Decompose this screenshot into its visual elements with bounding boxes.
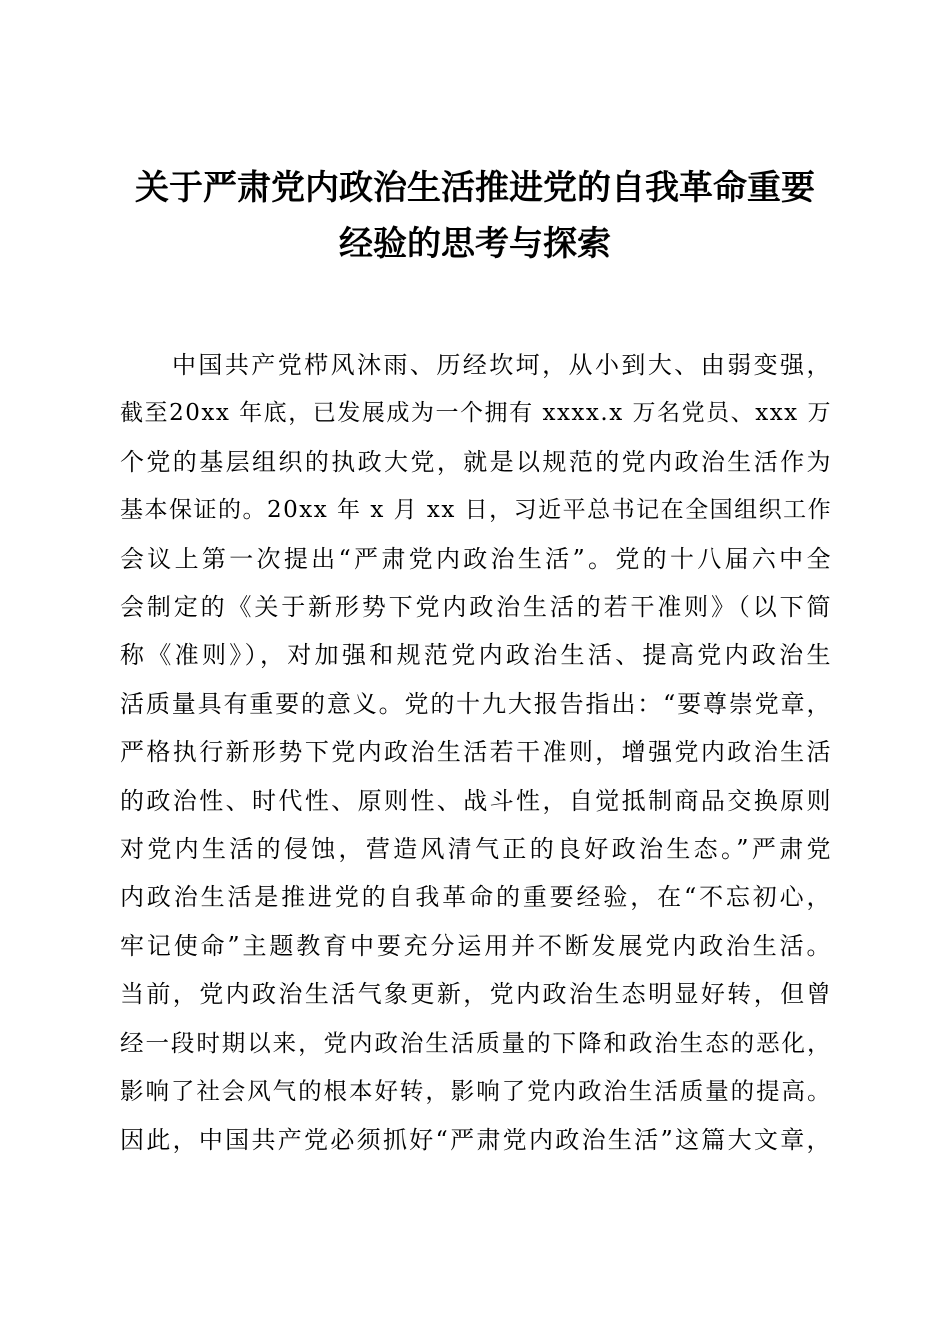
title-line-1: 关于严肃党内政治生活推进党的自我革命重要: [135, 168, 815, 208]
body-line-9: 严格执行新形势下党内政治生活若干准则，增强党内政治生活: [120, 738, 832, 767]
body-line-13: 牢记使命”主题教育中要充分运用并不断发展党内政治生活。: [120, 931, 832, 960]
body-line-11: 对党内生活的侵蚀，营造风清气正的良好政治生态。”严肃党: [120, 835, 832, 864]
body-line-10: 的政治性、时代性、原则性、战斗性，自觉抵制商品交换原则: [120, 786, 832, 815]
body-line-17: 因此，中国共产党必须抓好“严肃党内政治生活”这篇大文章，: [120, 1125, 832, 1154]
body-line-6: 会制定的《关于新形势下党内政治生活的若干准则》（以下简: [120, 593, 832, 622]
body-line-16: 影响了社会风气的根本好转，影响了党内政治生活质量的提高。: [120, 1077, 832, 1106]
body-paragraph: [120, 341, 832, 1164]
body-line-15: 经一段时期以来，党内政治生活质量的下降和政治生态的恶化，: [120, 1028, 832, 1057]
body-line-8: 活质量具有重要的意义。党的十九大报告指出：“要尊崇党章，: [120, 689, 832, 718]
body-line-4: 基本保证的。20xx 年 x 月 xx 日，习近平总书记在全国组织工作: [120, 497, 833, 524]
body-line-3: 个党的基层组织的执政大党，就是以规范的党内政治生活作为: [120, 447, 832, 476]
body-line-14: 当前，党内政治生活气象更新，党内政治生态明显好转，但曾: [120, 980, 832, 1009]
body-line-2: 截至20xx 年底，已发展成为一个拥有 xxxx.x 万名党员、xxx 万: [120, 400, 832, 427]
body-line-5: 会议上第一次提出“严肃党内政治生活”。党的十八届六中全: [120, 544, 832, 573]
body-line-7: 称《准则》），对加强和规范党内政治生活、提高党内政治生: [120, 641, 832, 670]
document-title: [100, 160, 850, 272]
body-line-12: 内政治生活是推进党的自我革命的重要经验，在“不忘初心，: [120, 883, 832, 912]
title-line-2: 经验的思考与探索: [339, 224, 611, 264]
body-line-1: 中国共产党栉风沐雨、历经坎坷，从小到大、由弱变强，: [172, 351, 832, 379]
